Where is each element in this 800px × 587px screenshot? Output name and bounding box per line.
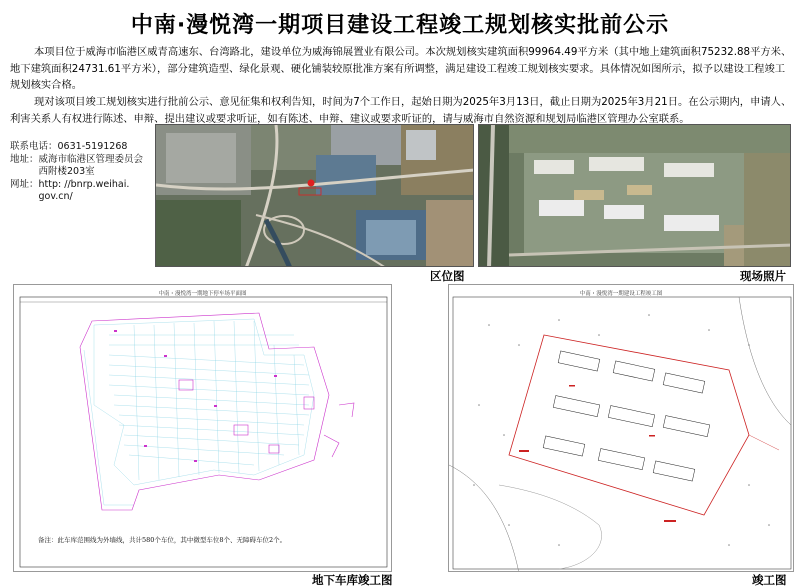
address-row (10, 154, 160, 179)
website-label: 网址： (10, 178, 39, 190)
garage-plan-caption: 地下车库竣工图 (312, 573, 393, 587)
phone-number: 0631-5191268 (57, 141, 128, 152)
publicity-notice: 现对该项目竣工规划核实进行批前公示、意见征集和权利告知，时间为7个工作日，起始日期为2025年3月13日，截止日期为2025年3月21日。在公示期内，申请人、利害关系人有权进行陈述、申辩、提出建议或要求听证，如有陈述、申辩、建议或要求听证的，请与威海市自然资源和规划局临港区管理办公室联系。 (10, 96, 792, 125)
location-map-image (155, 124, 474, 267)
completion-plan-caption: 竣工图 (752, 573, 787, 587)
plan-drawing-title: 中南・漫悦湾一期建设工程竣工图 (579, 291, 663, 297)
site-photo-graphic (479, 125, 791, 267)
phone-label: 联系电话： (10, 141, 58, 152)
address-label: 地址： (10, 153, 39, 165)
project-description: 本项目位于威海市临港区威青高速东、台湾路北，建设单位为威海锦展置业有限公司。本次规划核实建筑面积99964.49平方米（其中地上建筑面积75232.88平方米、地下建筑面积24731.61平方米），部分建筑造型、绿化景观、硬化铺装较原批准方案有所调整，满足建设工程竣工规划核实要求。具体情况如图所示，拟予以建设工程竣工规划核实合格。 (10, 46, 792, 91)
completion-site-plan-drawing (448, 284, 794, 572)
garage-drawing-title: 中南・漫悦湾一期地下停车场平面图 (158, 291, 247, 297)
completion-plan-graphic (449, 285, 794, 572)
site-photo-image (478, 124, 791, 267)
contact-info (10, 141, 160, 204)
website-link[interactable]: http: //bnrp.weihai. gov.cn/ (38, 178, 130, 202)
location-map-caption: 区位图 (430, 269, 465, 283)
garage-completion-drawing (13, 284, 392, 572)
garage-plan-graphic (14, 285, 392, 572)
phone-row (10, 141, 160, 154)
garage-drawing-note: 备注：此车库范围线为外墙线，共计580个车位，其中微型车位8个、无障碍车位2个。 (38, 536, 287, 544)
address-text: 威海市临港区管理委员会 西附楼203室 (38, 153, 144, 177)
location-map-graphic (156, 125, 474, 267)
website-row (10, 179, 160, 204)
page-title: 中南·漫悦湾一期项目建设工程竣工规划核实批前公示 (130, 13, 670, 38)
site-photo-caption: 现场照片 (740, 269, 786, 283)
